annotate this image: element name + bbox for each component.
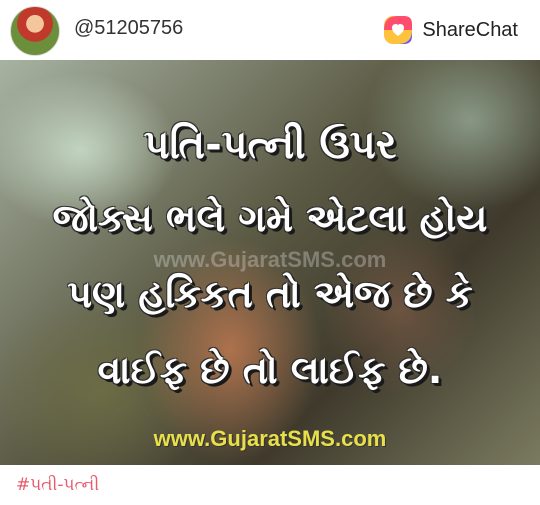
sharechat-logo-icon	[382, 14, 414, 46]
username[interactable]: @51205756	[74, 17, 184, 39]
brand-name: ShareChat	[422, 18, 518, 41]
hashtag-link[interactable]: #પતી-પત્ની	[16, 475, 100, 495]
watermark: www.GujaratSMS.com	[153, 247, 387, 272]
post-image[interactable]	[0, 60, 540, 465]
user-avatar[interactable]	[10, 6, 60, 56]
post-header	[0, 0, 540, 60]
post-text-line-3: પણ હકિકત તો એજ છે કે	[67, 272, 473, 316]
website-credit: www.GujaratSMS.com	[153, 426, 387, 451]
post-text-line-1: પતિ-પત્ની ઉપર	[143, 122, 397, 168]
post-text-line-4: વાઈફ છે તો લાઈફ છે.	[97, 348, 443, 392]
post-text-line-2: જોક્સ ભલે ગમે એટલા હોય	[52, 196, 488, 240]
sharechat-brand	[382, 12, 518, 48]
